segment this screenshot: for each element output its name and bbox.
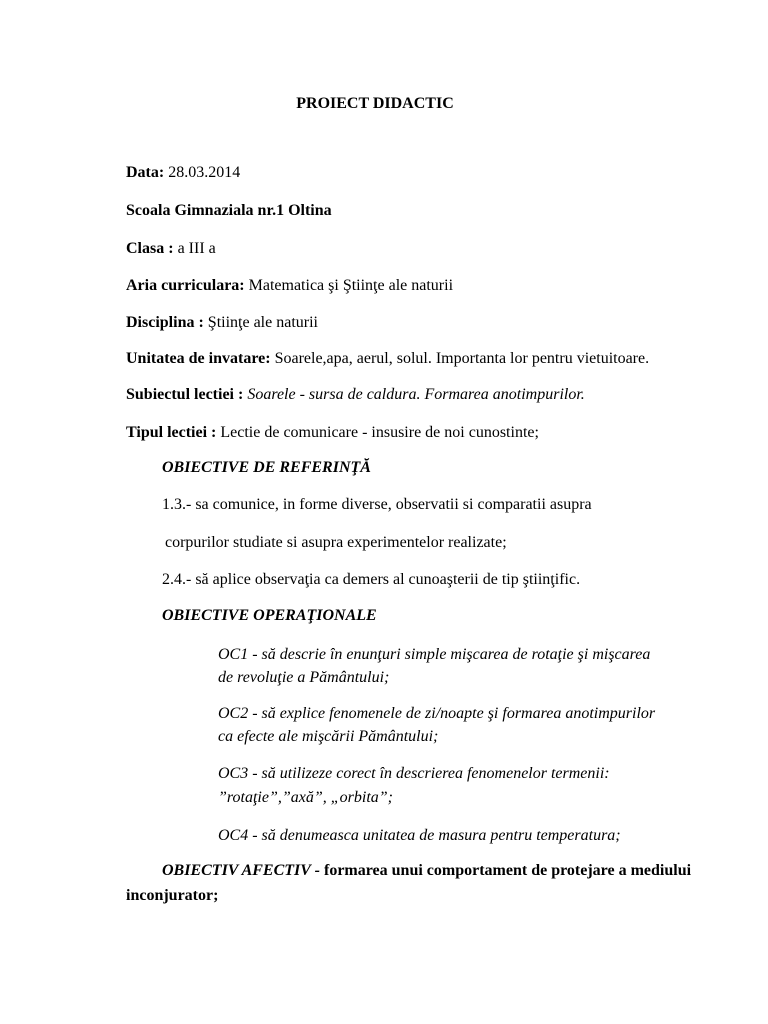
document-title: PROIECT DIDACTIC: [296, 95, 454, 112]
oc4: OC4 - să denumeasca unitatea de masura pentru temperatura;: [218, 827, 621, 844]
data-label: Data:: [126, 164, 165, 181]
heading-obiective-referinta: OBIECTIVE DE REFERINŢĂ: [162, 459, 371, 476]
heading-obiective-operationale: OBIECTIVE OPERAŢIONALE: [162, 607, 377, 624]
field-subiect: [126, 385, 585, 405]
oc1-line1: OC1 - să descrie în enunţuri simple mişcarea de rotaţie şi mişcarea: [218, 646, 651, 663]
obiectiv-afectiv-text-line1: formarea unui comportament de protejare a mediului: [323, 862, 692, 879]
oc1-line2: de revoluţie a Pământului;: [218, 669, 390, 686]
field-clasa: [126, 239, 216, 259]
field-scoala: Scoala Gimnaziala nr.1 Oltina: [126, 202, 332, 219]
oc2-line1: OC2 - să explice fenomenele de zi/noapte şi formarea anotimpurilor: [218, 705, 656, 722]
obiectiv-afectiv-text-line2: inconjurator;: [126, 887, 219, 904]
disciplina-value: Ştiinţe ale naturii: [207, 314, 318, 331]
clasa-label: Clasa :: [126, 240, 174, 257]
obiectiv-referinta-1-line1: 1.3.- sa comunice, in forme diverse, observatii si comparatii asupra: [162, 496, 592, 513]
clasa-value: a III a: [177, 240, 216, 257]
oc2-line2: ca efecte ale mişcării Pământului;: [218, 728, 439, 745]
oc3-line1: OC3 - să utilizeze corect în descrierea fenomenelor termenii:: [218, 765, 610, 782]
tipul-value: Lectie de comunicare - insusire de noi cunostinte;: [220, 424, 539, 441]
field-aria: [126, 276, 453, 296]
unitatea-label: Unitatea de invatare:: [126, 350, 271, 367]
tipul-label: Tipul lectiei :: [126, 424, 217, 441]
field-tipul: [126, 423, 539, 443]
aria-label: Aria curriculara:: [126, 277, 245, 294]
field-data: [126, 163, 240, 183]
oc3-line2: ”rotaţie”,”axă”, „orbita”;: [218, 789, 394, 806]
obiectiv-referinta-2: 2.4.- să aplice observaţia ca demers al cunoaşterii de tip ştiinţific.: [162, 571, 581, 588]
subiect-label: Subiectul lectiei :: [126, 386, 244, 403]
obiectiv-afectiv: [162, 861, 691, 881]
field-unitatea: [126, 349, 649, 369]
aria-value: Matematica şi Ştiinţe ale naturii: [248, 277, 454, 294]
field-disciplina: [126, 313, 318, 333]
data-value: 28.03.2014: [168, 164, 241, 181]
disciplina-label: Disciplina :: [126, 314, 204, 331]
unitatea-value: Soarele,apa, aerul, solul. Importanta lor pentru vietuitoare.: [274, 350, 650, 367]
subiect-value: Soarele - sursa de caldura. Formarea anotimpurilor.: [247, 386, 585, 403]
obiectiv-afectiv-label: OBIECTIV AFECTIV -: [162, 862, 320, 879]
obiectiv-referinta-1-line2: corpurilor studiate si asupra experimentelor realizate;: [165, 534, 507, 551]
